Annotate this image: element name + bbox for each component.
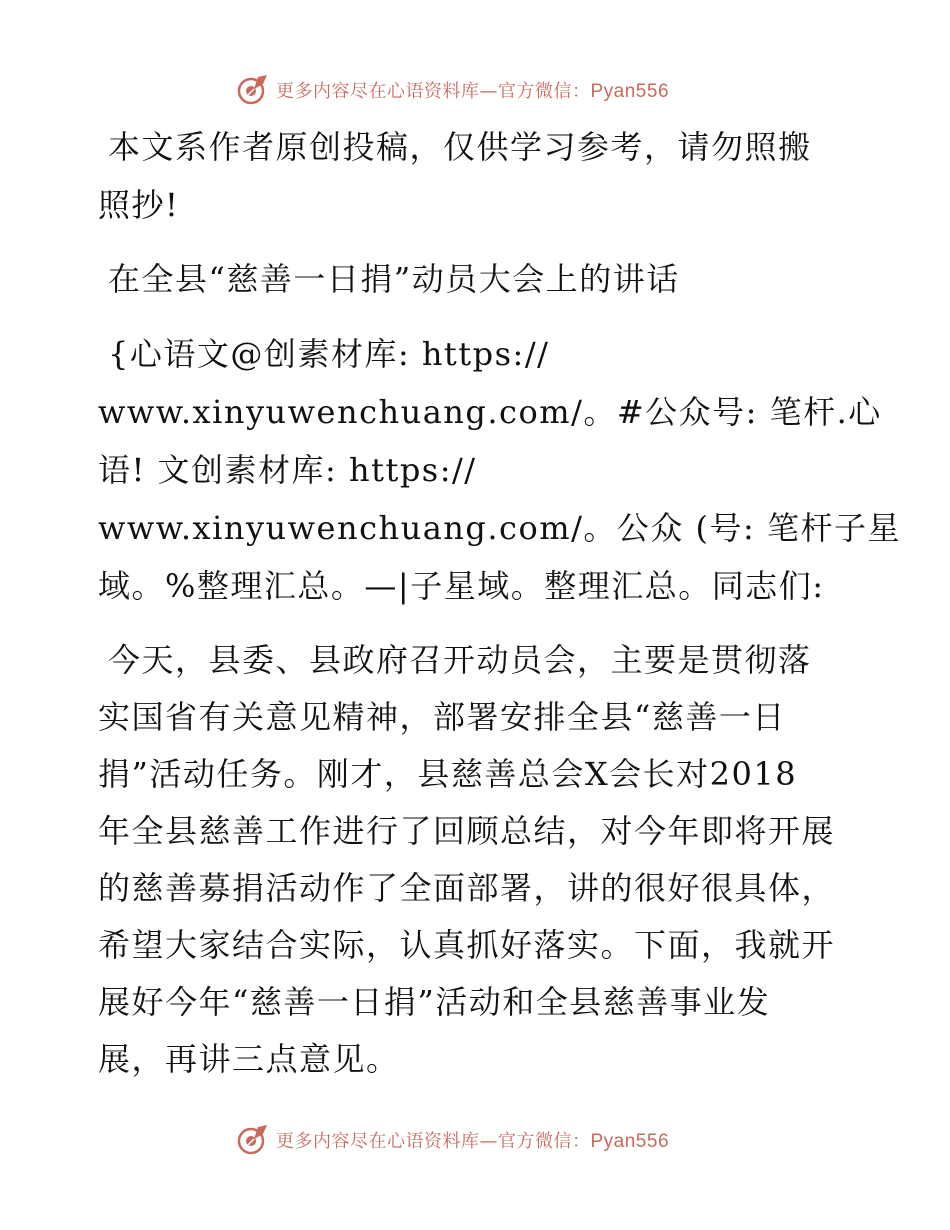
banner-text: 更多内容尽在心语资料库—官方微信：Pyan556 (276, 81, 670, 102)
source-line: 语! 文创素材库: https:// (98, 451, 477, 489)
banner-text: 更多内容尽在心语资料库—官方微信：Pyan556 (276, 1131, 670, 1152)
source-line: www.xinyuwenchuang.com/。#公众号: 笔杆.心 (98, 393, 882, 431)
notice-line: 照抄! (98, 186, 180, 224)
notice-line: 本文系作者原创投稿，仅供学习参考，请勿照搬 (108, 128, 812, 166)
main-paragraph (98, 632, 858, 1088)
paragraph-line: 希望大家结合实际，认真抓好落实。下面，我就开 (98, 926, 836, 964)
source-line: www.xinyuwenchuang.com/。公众 (号: 笔杆子星 (98, 509, 901, 547)
paragraph-line: 捐”活动任务。刚才，县慈善总会X会长对2018 (98, 755, 798, 793)
paragraph-line: 的慈善募捐活动作了全面部署，讲的很好很具体， (98, 869, 836, 907)
quill-seal-icon (236, 73, 270, 107)
footer-banner (236, 1122, 669, 1158)
copyright-notice (98, 118, 858, 234)
header-banner (236, 72, 669, 108)
source-text-block (98, 325, 901, 615)
document-title: 在全县“慈善一日捐”动员大会上的讲话 (108, 260, 680, 298)
source-line: 域。%整理汇总。—|子星域。整理汇总。同志们: (98, 567, 825, 605)
paragraph-line: 今天，县委、县政府召开动员会，主要是贯彻落 (108, 641, 812, 679)
quill-seal-icon (236, 1123, 270, 1157)
paragraph-line: 展好今年“慈善一日捐”活动和全县慈善事业发 (98, 983, 771, 1021)
paragraph-line: 年全县慈善工作进行了回顾总结，对今年即将开展 (98, 812, 836, 850)
paragraph-line: 实国省有关意见精神，部署安排全县“慈善一日 (98, 698, 786, 736)
source-line: {心语文@创素材库: https:// (108, 335, 550, 373)
paragraph-line: 展，再讲三点意见。 (98, 1040, 400, 1078)
